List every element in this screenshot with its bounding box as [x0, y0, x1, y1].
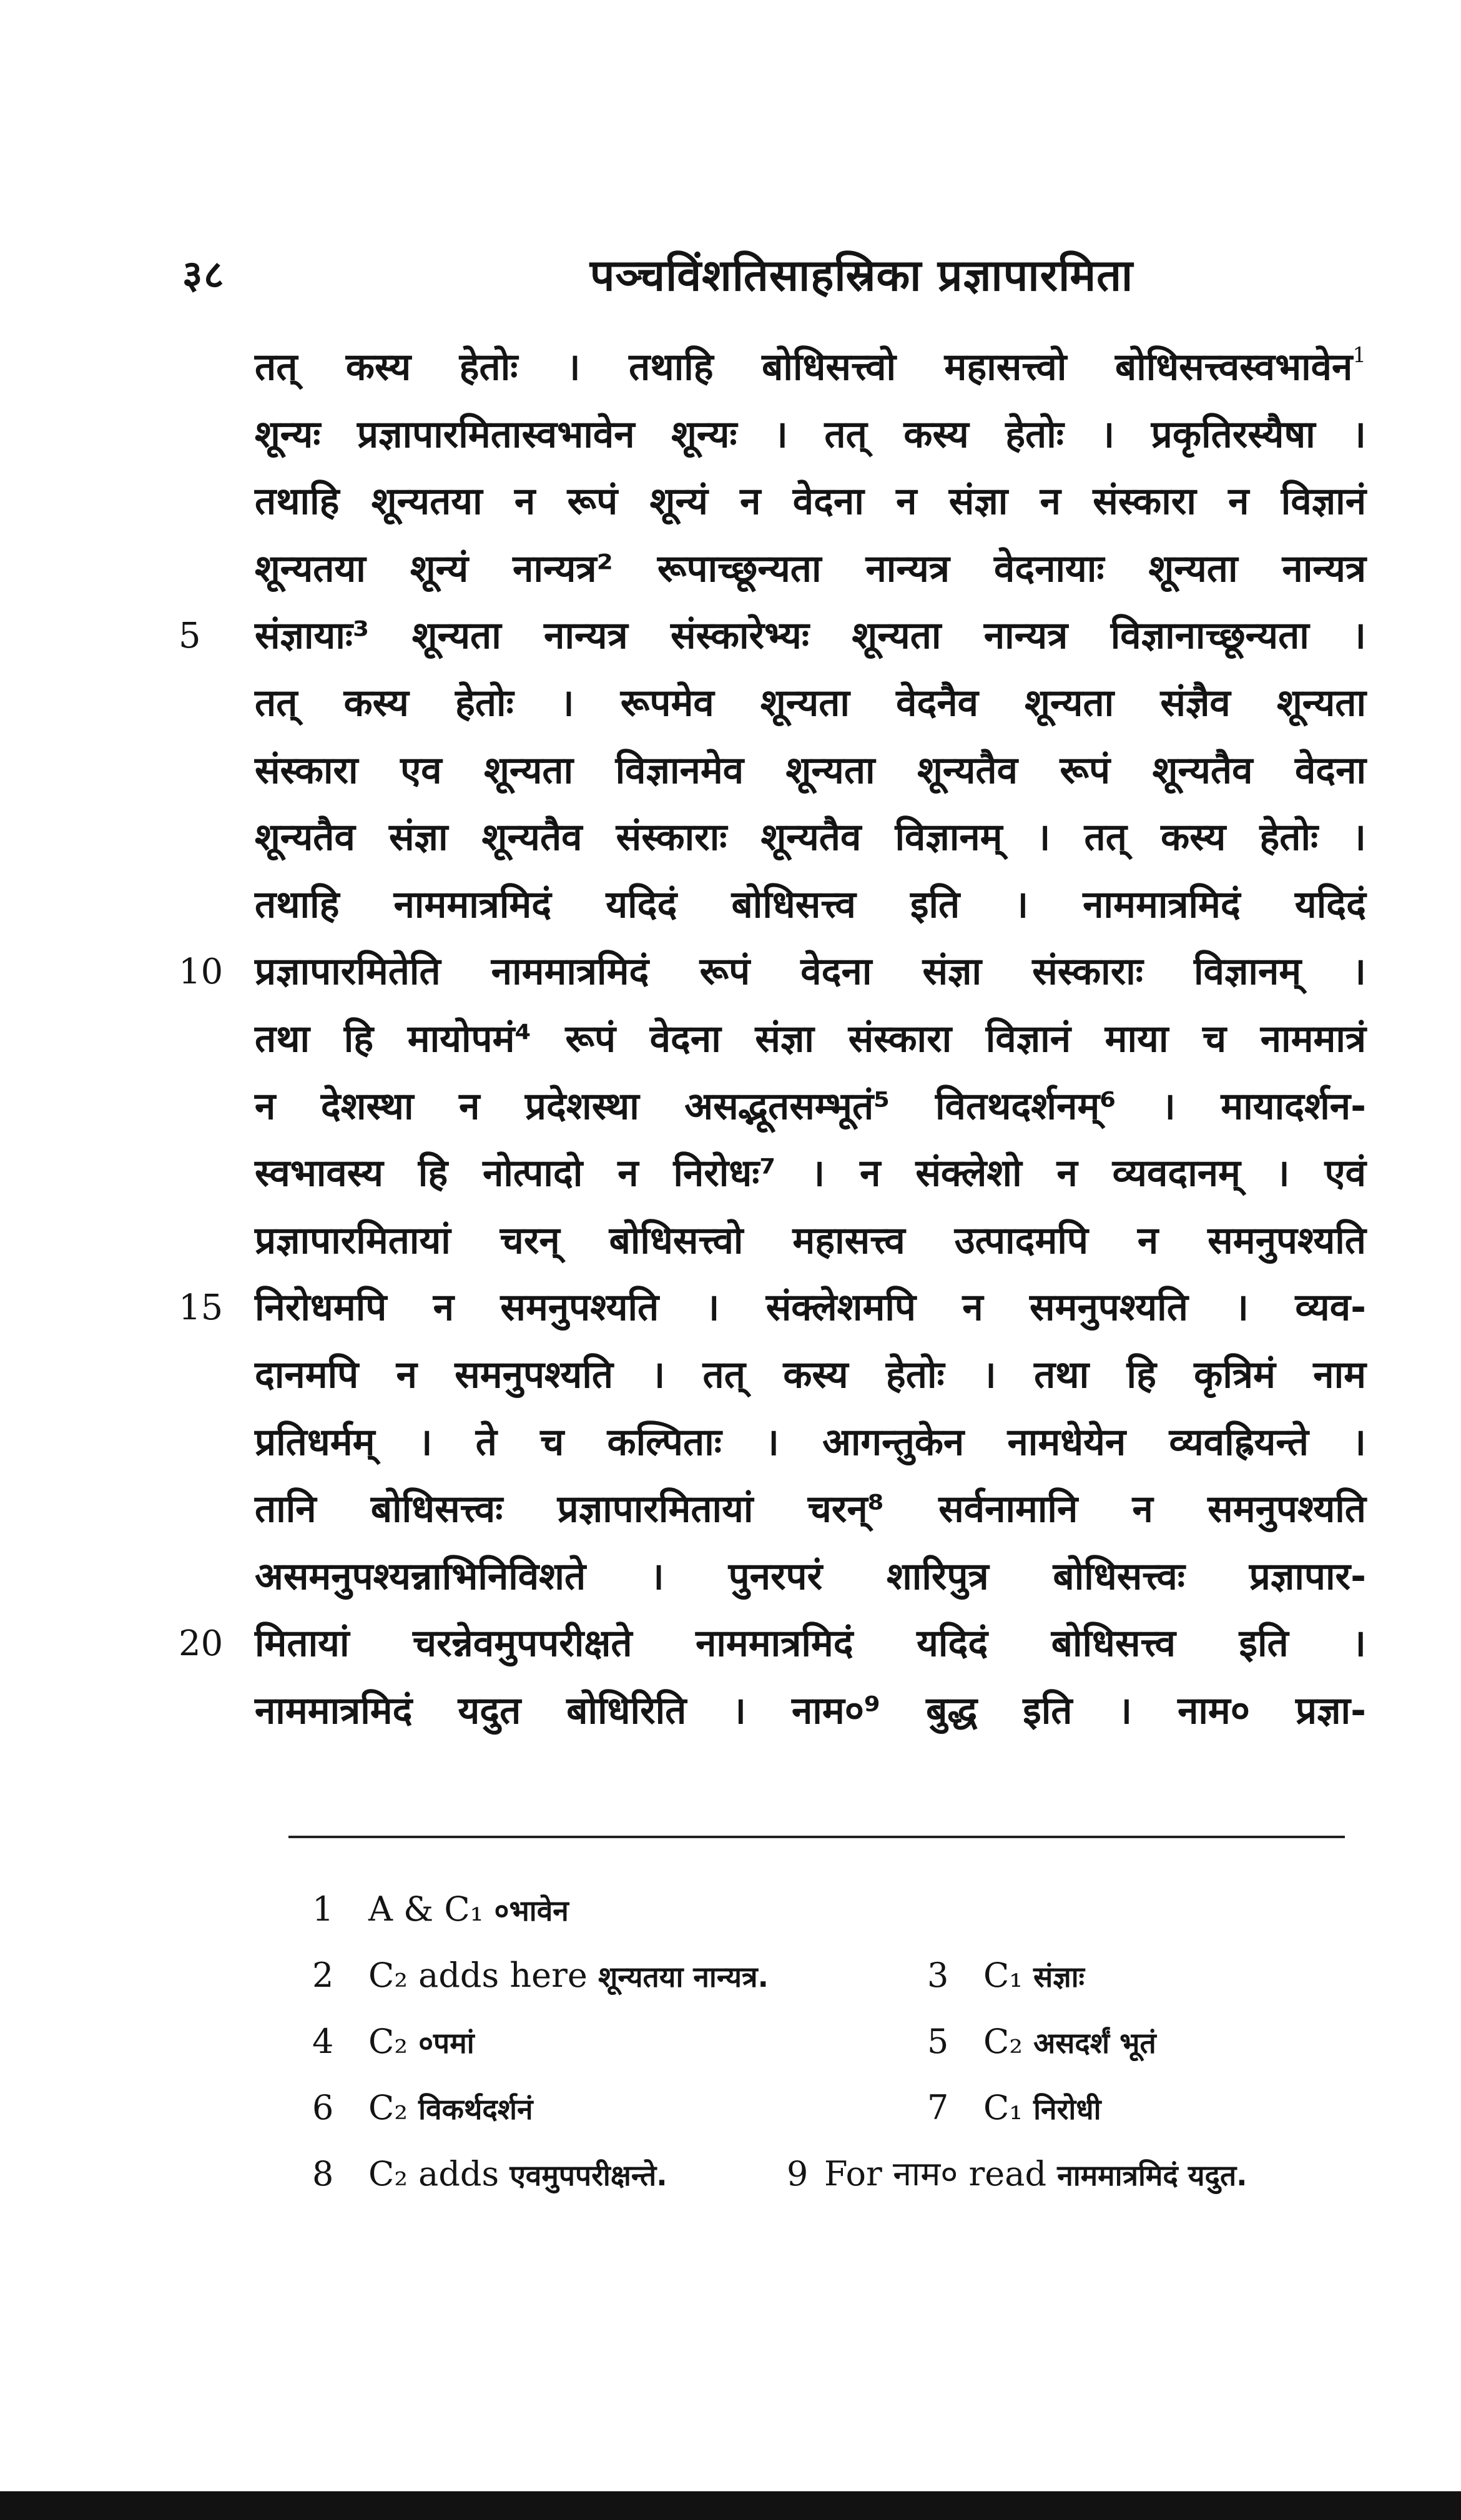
footnote	[312, 2009, 475, 2076]
footnote	[927, 2009, 1156, 2076]
text-line	[255, 670, 1366, 737]
text-line	[255, 1342, 1366, 1409]
footnote-reading: निरोधी	[1033, 2092, 1101, 2126]
footnote-reading: ०पमां	[418, 2026, 475, 2060]
footnote-source: C₂	[983, 2022, 1023, 2061]
text-line	[255, 401, 1366, 469]
line-text: स्वभावस्य हि नोत्पादो न निरोधः⁷ । न संक्लेशो न व्यवदानम् । एवं	[255, 1151, 1366, 1196]
text-line	[255, 1208, 1366, 1275]
line-text: न देशस्था न प्रदेशस्था असद्भूतसम्भूतं⁵ वितथदर्शनम्⁶ । मायादर्शन-	[255, 1084, 1366, 1128]
footnote-reading: विकर्थदर्शनं	[418, 2092, 533, 2126]
line-number: 5	[179, 616, 201, 657]
text-line	[255, 872, 1366, 939]
footnote-number: 5	[927, 2022, 949, 2061]
footnote-divider	[288, 1836, 1345, 1838]
footnote-number: 3	[927, 1956, 949, 1995]
footnote	[312, 1942, 769, 2010]
scan-edge	[0, 2491, 1461, 2520]
line-text: शून्यतया शून्यं नान्यत्र² रूपाच्छून्यता नान्यत्र वेदनायाः शून्यता नान्यत्र	[255, 546, 1366, 591]
footnote	[312, 2075, 533, 2142]
footnote-reading: असदर्शं भूतं	[1033, 2026, 1156, 2060]
footnote-reading: संज्ञाः	[1033, 1960, 1085, 1994]
text-line	[255, 536, 1366, 603]
footnote-source: C₁	[983, 1956, 1023, 1995]
footnote-reading: एवमुपपरीक्षन्ते.	[509, 2158, 667, 2192]
footnote-number: 7	[927, 2088, 949, 2127]
footnote-row	[312, 1876, 1374, 1942]
page-number: ३८	[182, 252, 225, 297]
footnote	[927, 1942, 1085, 2010]
text-line	[255, 1409, 1366, 1477]
line-text: मितायां चरन्नेवमुपपरीक्षते नाममात्रमिदं यदिदं बोधिसत्त्व इति ।	[255, 1622, 1366, 1666]
footnote	[927, 2075, 1101, 2142]
line-text: नाममात्रमिदं यदुत बोधिरिति । नाम०⁹ बुद्ध इति । नाम० प्रज्ञा-	[255, 1688, 1366, 1733]
line-number: 20	[179, 1623, 224, 1665]
footnote-source: C₁	[983, 2088, 1023, 2127]
footnote-reading: ०भावेन	[494, 1894, 569, 1927]
footnote-source: A & C₁	[368, 1889, 484, 1929]
text-line	[255, 1073, 1366, 1141]
footnote-reading: शून्यतया नान्यत्र.	[598, 1960, 769, 1994]
line-text: निरोधमपि न समनुपश्यति । संक्लेशमपि न समनुपश्यति । व्यव-	[255, 1286, 1366, 1330]
running-title: पञ्चविंशतिसाहस्रिका प्रज्ञापारमिता	[589, 250, 1134, 301]
text-line	[179, 1274, 1366, 1342]
line-text: प्रज्ञापारमितायां चरन् बोधिसत्त्वो महासत्त्व उत्पादमपि न समनुपश्यति	[255, 1218, 1366, 1262]
text-line	[255, 737, 1366, 805]
footnote-row	[312, 2075, 1374, 2141]
line-number: 15	[179, 1287, 224, 1329]
line-text: तथाहि नाममात्रमिदं यदिदं बोधिसत्त्व इति । नाममात्रमिदं यदिदं	[255, 882, 1366, 927]
footnote-source: C₂	[368, 2088, 408, 2127]
footnote-source: C₂ adds here	[368, 1956, 588, 1995]
footnote	[787, 2141, 1247, 2208]
footnote-number: 8	[312, 2154, 334, 2193]
line-text: तथाहि शून्यतया न रूपं शून्यं न वेदना न संज्ञा न संस्कारा न विज्ञानं	[255, 480, 1366, 524]
line-number: 10	[179, 952, 224, 993]
text-line	[255, 804, 1366, 872]
line-text: तथा हि मायोपमं⁴ रूपं वेदना संज्ञा संस्कारा विज्ञानं माया च नाममात्रं	[255, 1016, 1366, 1061]
footnotes	[312, 1876, 1374, 2207]
line-text: तत् कस्य हेतोः । रूपमेव शून्यता वेदनैव शून्यता संज्ञैव शून्यता	[255, 681, 1366, 725]
text-line	[179, 1610, 1366, 1678]
text-line	[255, 468, 1366, 536]
text-line	[179, 938, 1366, 1006]
text-line	[255, 1476, 1366, 1543]
line-text: प्रतिधर्मम् । ते च कल्पिताः । आगन्तुकेन नामधेयेन व्यवह्रियन्ते ।	[255, 1420, 1366, 1464]
footnote-number: 4	[312, 2022, 334, 2061]
footnote	[312, 2141, 667, 2208]
text-line	[255, 1140, 1366, 1208]
line-text: तत् कस्य हेतोः । तथाहि बोधिसत्त्वो महासत्त्वो बोधिसत्त्वस्वभावेन	[255, 345, 1353, 389]
footnote-number: 1	[312, 1889, 334, 1929]
footnote-source: For नाम० read	[824, 2154, 1047, 2193]
text-line	[255, 1543, 1366, 1611]
footnote-ref: 1	[1352, 343, 1366, 368]
line-text: असमनुपश्यन्नाभिनिविशते । पुनरपरं शारिपुत्र बोधिसत्त्वः प्रज्ञापार-	[255, 1554, 1366, 1598]
footnote-source: C₂ adds	[368, 2154, 499, 2193]
footnote-source: C₂	[368, 2022, 408, 2061]
text-line	[255, 1678, 1366, 1745]
text-line	[255, 334, 1366, 401]
line-text: दानमपि न समनुपश्यति । तत् कस्य हेतोः । तथा हि कृत्रिमं नाम	[255, 1352, 1366, 1397]
main-text	[179, 334, 1366, 1745]
text-line	[255, 1006, 1366, 1073]
footnote	[312, 1876, 569, 1944]
footnote-row	[312, 2141, 1374, 2207]
text-line	[179, 603, 1366, 670]
footnote-number: 9	[787, 2154, 809, 2193]
footnote-number: 2	[312, 1956, 334, 1995]
footnote-row	[312, 2009, 1374, 2075]
line-text: तानि बोधिसत्त्वः प्रज्ञापारमितायां चरन्⁸ सर्वनामानि न समनुपश्यति	[255, 1487, 1366, 1532]
line-text: संस्कारा एव शून्यता विज्ञानमेव शून्यता शून्यतैव रूपं शून्यतैव वेदना	[255, 748, 1366, 792]
line-text: प्रज्ञापारमितेति नाममात्रमिदं रूपं वेदना संज्ञा संस्काराः विज्ञानम् ।	[255, 950, 1366, 994]
footnote-number: 6	[312, 2088, 334, 2127]
footnote-reading: नाममात्रमिदं यदुत.	[1057, 2158, 1247, 2192]
line-text: शून्यतैव संज्ञा शून्यतैव संस्काराः शून्यतैव विज्ञानम् । तत् कस्य हेतोः ।	[255, 815, 1366, 860]
line-text: संज्ञायाः³ शून्यता नान्यत्र संस्कारेभ्यः शून्यता नान्यत्र विज्ञानाच्छून्यता ।	[255, 614, 1366, 658]
line-text: शून्यः प्रज्ञापारमितास्वभावेन शून्यः । तत् कस्य हेतोः । प्रकृतिरस्यैषा ।	[255, 412, 1366, 456]
footnote-row	[312, 1942, 1374, 2009]
